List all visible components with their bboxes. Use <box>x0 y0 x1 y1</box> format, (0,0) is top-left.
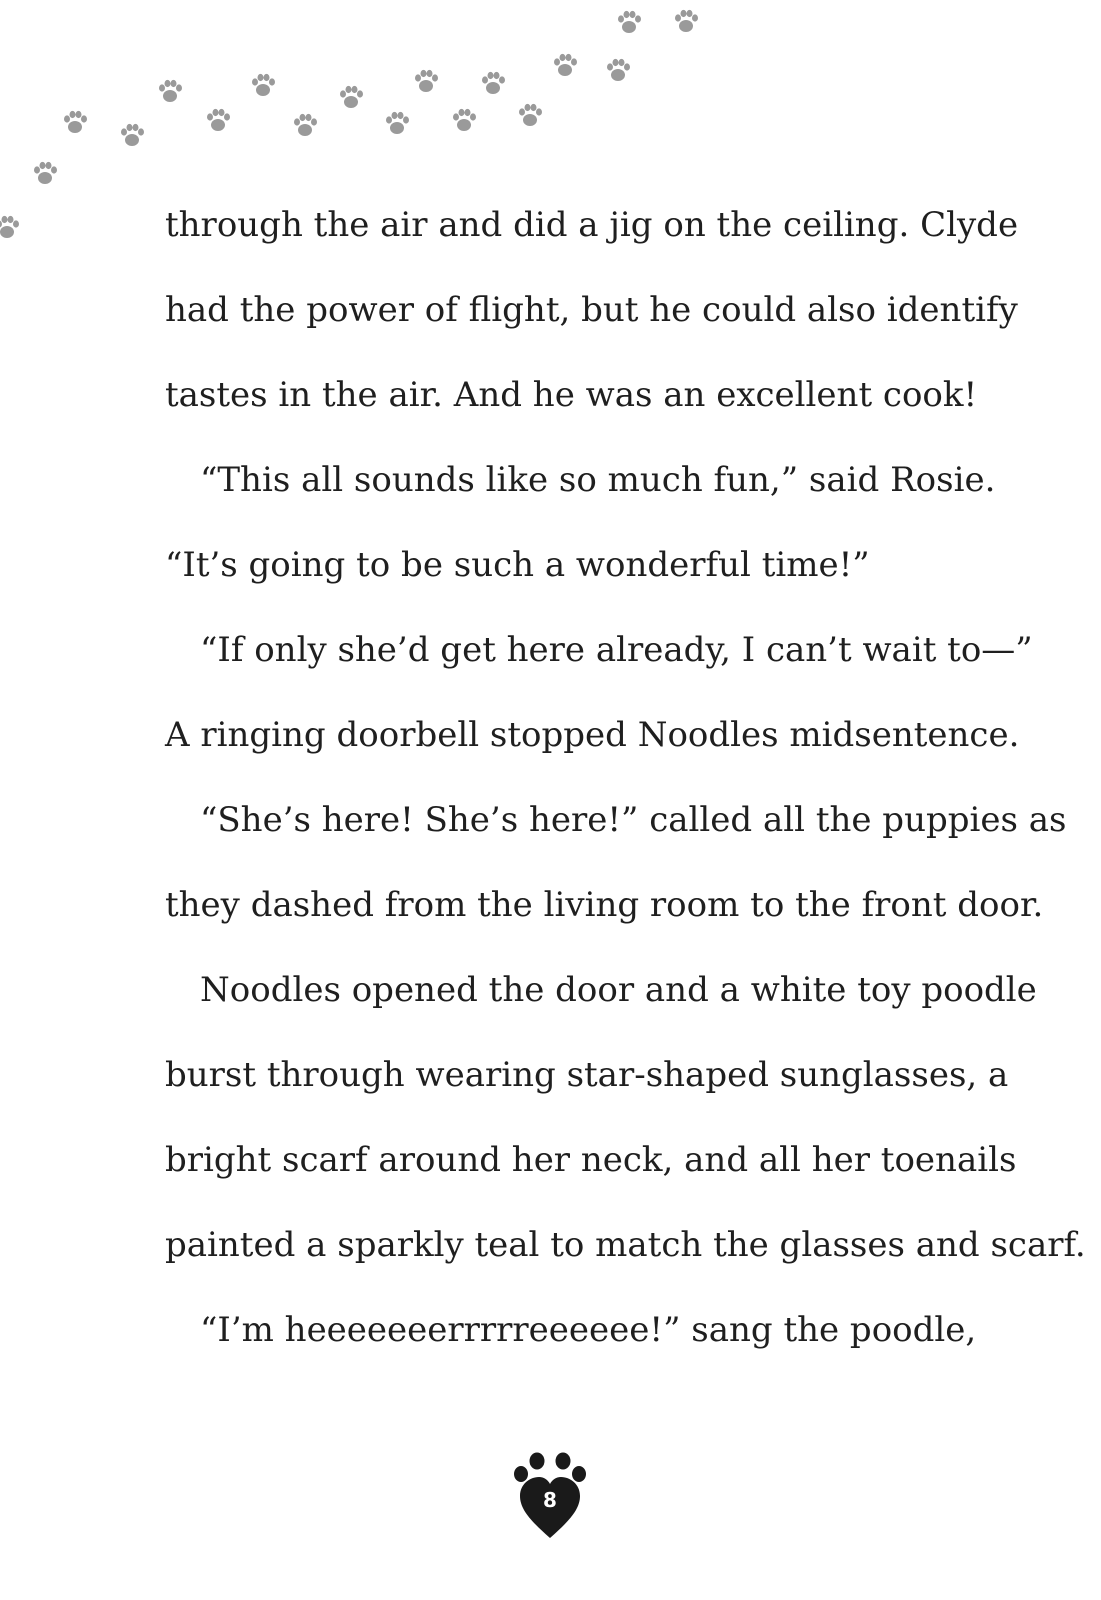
page-number: 8 <box>543 1488 557 1512</box>
paw-print-icon <box>614 7 644 37</box>
text-line: “It’s going to be such a wonderful time!” <box>165 545 870 585</box>
text-line: through the air and did a jig on the ceiling. Clyde <box>165 205 1019 245</box>
text-line: tastes in the air. And he was an excellent cook! <box>165 375 978 415</box>
paw-print-icon <box>515 100 545 130</box>
paw-print-icon <box>60 107 90 137</box>
paw-print-icon <box>203 105 233 135</box>
text-line: bright scarf around her neck, and all her toenails <box>165 1140 1017 1180</box>
paw-print-icon <box>290 110 320 140</box>
paw-print-icon <box>550 50 580 80</box>
page-number-badge <box>512 1452 588 1540</box>
paw-print-icon <box>155 76 185 106</box>
paw-print-icon <box>411 66 441 96</box>
paw-print-icon <box>248 70 278 100</box>
paw-print-icon <box>117 120 147 150</box>
text-line: “I’m heeeeeeerrrrreeeeee!” sang the poodle, <box>200 1310 977 1350</box>
paw-print-icon <box>603 55 633 85</box>
paw-print-icon <box>478 68 508 98</box>
text-line: painted a sparkly teal to match the glasses and scarf. <box>165 1225 1086 1265</box>
text-line: had the power of flight, but he could also identify <box>165 290 1018 330</box>
text-line: “If only she’d get here already, I can’t wait to—” <box>200 630 1033 670</box>
text-line: A ringing doorbell stopped Noodles midsentence. <box>165 715 1020 755</box>
text-line: “She’s here! She’s here!” called all the puppies as <box>200 800 1067 840</box>
text-line: “This all sounds like so much fun,” said Rosie. <box>200 460 996 500</box>
paw-print-icon <box>449 105 479 135</box>
story-text <box>165 195 1086 1385</box>
paw-print-icon <box>382 108 412 138</box>
paw-print-icon <box>30 158 60 188</box>
paw-print-icon <box>336 82 366 112</box>
text-line: they dashed from the living room to the front door. <box>165 885 1044 925</box>
text-line: Noodles opened the door and a white toy poodle <box>200 970 1037 1010</box>
text-line: burst through wearing star-shaped sunglasses, a <box>165 1055 1009 1095</box>
paw-print-icon <box>0 212 22 242</box>
paw-print-icon <box>671 6 701 36</box>
